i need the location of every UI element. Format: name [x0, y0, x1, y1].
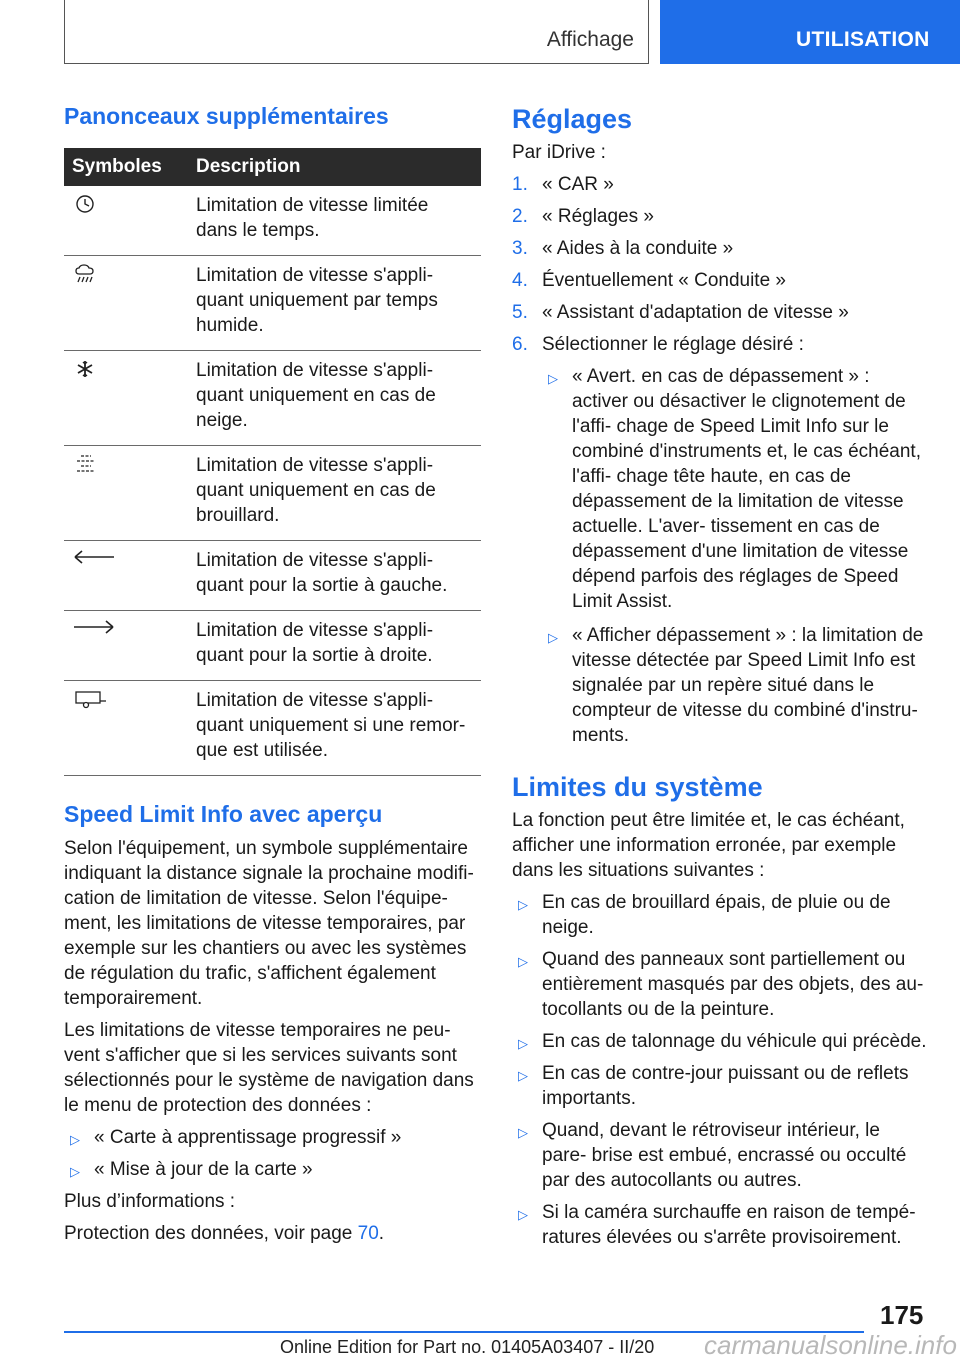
- header-chapter-box: [660, 0, 960, 64]
- triangle-bullet-icon: ▷: [548, 371, 558, 386]
- table-row: [64, 541, 481, 611]
- table-cell-description: Limitation de vitesse s'appli- quant pour la sortie à droite.: [188, 611, 481, 681]
- table-row: [64, 446, 481, 541]
- watermark: carmanualsonline.info: [704, 1330, 957, 1360]
- triangle-bullet-icon: ▷: [70, 1132, 80, 1147]
- header-section-box: [64, 0, 649, 64]
- table-row: [64, 256, 481, 351]
- triangle-bullet-icon: ▷: [518, 897, 528, 912]
- list-item: ▷ « Carte à apprentissage progressif »: [64, 1125, 481, 1150]
- list-item: 5. « Assistant d'adaptation de vitesse »: [512, 302, 849, 323]
- system-limits-heading: Limites du système: [512, 772, 763, 802]
- more-info-label: Plus d’informations :: [64, 1191, 236, 1212]
- triangle-bullet-icon: ▷: [518, 1068, 528, 1083]
- list-item: 2. « Réglages »: [512, 206, 654, 227]
- preview-paragraph-2: Les limitations de vitesse temporaires ne peu- vent s'afficher que si les services suivants sont sélectionnés pour le système de navigation dans le menu de protection des données :: [64, 1020, 474, 1116]
- table-row: [64, 611, 481, 681]
- triangle-bullet-icon: ▷: [70, 1164, 80, 1179]
- list-item: 6. Sélectionner le réglage désiré :: [512, 334, 804, 355]
- list-item: ▷ « Mise à jour de la carte »: [64, 1157, 481, 1182]
- triangle-bullet-icon: ▷: [518, 1125, 528, 1140]
- table-cell-description: Limitation de vitesse s'appli- quant pour la sortie à gauche.: [188, 541, 481, 611]
- table-header-symbols: Symboles: [64, 148, 188, 186]
- speed-limit-preview-heading: Speed Limit Info avec aperçu: [64, 801, 383, 827]
- section-title: Affichage: [546, 28, 634, 51]
- right-column: [512, 100, 928, 1250]
- table-cell-description: Limitation de vitesse s'appli- quant uniquement en cas de brouillard.: [188, 446, 481, 541]
- list-item: ▷ Quand, devant le rétroviseur intérieur, le pare- brise est embué, encrassé ou occulté par des autocollants ou autres.: [518, 1120, 907, 1191]
- page-link[interactable]: 70: [357, 1223, 379, 1244]
- table-row: [64, 351, 481, 446]
- list-item: ▷ En cas de contre-jour puissant ou de reflets importants.: [518, 1063, 909, 1109]
- list-item: ▷ En cas de brouillard épais, de pluie ou de neige.: [518, 892, 891, 938]
- list-item: ▷ Si la caméra surchauffe en raison de tempé- ratures élevées ou s'arrête provisoirement.: [518, 1202, 916, 1248]
- table-row: [64, 186, 481, 256]
- chapter-title: UTILISATION: [796, 28, 930, 51]
- table-cell-description: Limitation de vitesse s'appli- quant uniquement en cas de neige.: [188, 351, 481, 446]
- settings-intro: Par iDrive :: [512, 142, 606, 163]
- arrow-right-icon: [72, 620, 116, 641]
- list-item: ▷ Quand des panneaux sont partiellement ou entièrement masqués par des objets, des au- tocollants ou de la peinture.: [518, 949, 924, 1020]
- triangle-bullet-icon: ▷: [518, 1207, 528, 1222]
- triangle-bullet-icon: ▷: [518, 954, 528, 969]
- fog-icon: [72, 459, 98, 480]
- preview-paragraph-1: Selon l'équipement, un symbole supplémentaire indiquant la distance signale la prochaine modifi- cation de limitation de vitesse. Selon l'équipe- ment, les limitations de vitesse temporaires, par exemple sur les chantiers ou avec les systèmes de régulation du trafic, s'affichent également temporairement.: [64, 838, 474, 1009]
- list-item: 3. « Aides à la conduite »: [512, 238, 734, 259]
- list-item: ▷ En cas de talonnage du véhicule qui précède.: [512, 1029, 928, 1054]
- page-number: 175: [880, 1300, 924, 1330]
- list-item: ▷ « Avert. en cas de dépassement » : activer ou désactiver le clignotement de l'affi- chage de Speed Limit Info sur le combiné d'instruments et, le cas échéant, l'affi- chage tête haute, en cas de dépassement de la limitation de vitesse actuelle. L'aver- tissement en cas de dépassement d'une limitation de vitesse dépend parfois des réglages de Speed Limit Assist.: [548, 366, 921, 612]
- list-item: 4. Éventuellement « Conduite »: [512, 270, 786, 291]
- trailer-icon: [72, 694, 108, 715]
- arrow-left-icon: [72, 550, 116, 571]
- table-cell-description: Limitation de vitesse limitée dans le temps.: [188, 186, 481, 256]
- settings-heading: Réglages: [512, 104, 633, 134]
- system-limits-paragraph: La fonction peut être limitée et, le cas échéant, afficher une information erronée, par exemple dans les situations suivantes :: [512, 810, 905, 881]
- rain-cloud-icon: [72, 269, 98, 290]
- footer-edition: Online Edition for Part no. 01405A03407 - II/20: [280, 1337, 655, 1357]
- reference-line: Protection des données, voir page 70.: [64, 1223, 385, 1244]
- list-item: ▷ « Afficher dépassement » : la limitation de vitesse détectée par Speed Limit Info est signalée par un repère situé dans le compteur de vitesse du combiné d'instru- ments.: [548, 625, 924, 746]
- table-header-row: [64, 148, 481, 186]
- triangle-bullet-icon: ▷: [518, 1036, 528, 1051]
- table-row: [64, 681, 481, 776]
- list-item: 1. « CAR »: [512, 174, 614, 195]
- clock-icon: [72, 199, 98, 220]
- left-column: [64, 100, 481, 1246]
- table-cell-description: Limitation de vitesse s'appli- quant uniquement par temps humide.: [188, 256, 481, 351]
- triangle-bullet-icon: ▷: [548, 630, 558, 645]
- supplementary-signs-heading: Panonceaux supplémentaires: [64, 103, 389, 129]
- table-header-description: Description: [188, 148, 481, 186]
- table-cell-description: Limitation de vitesse s'appli- quant uniquement si une remor- que est utilisée.: [188, 681, 481, 776]
- symbols-table: [64, 148, 481, 776]
- snowflake-icon: [72, 364, 98, 385]
